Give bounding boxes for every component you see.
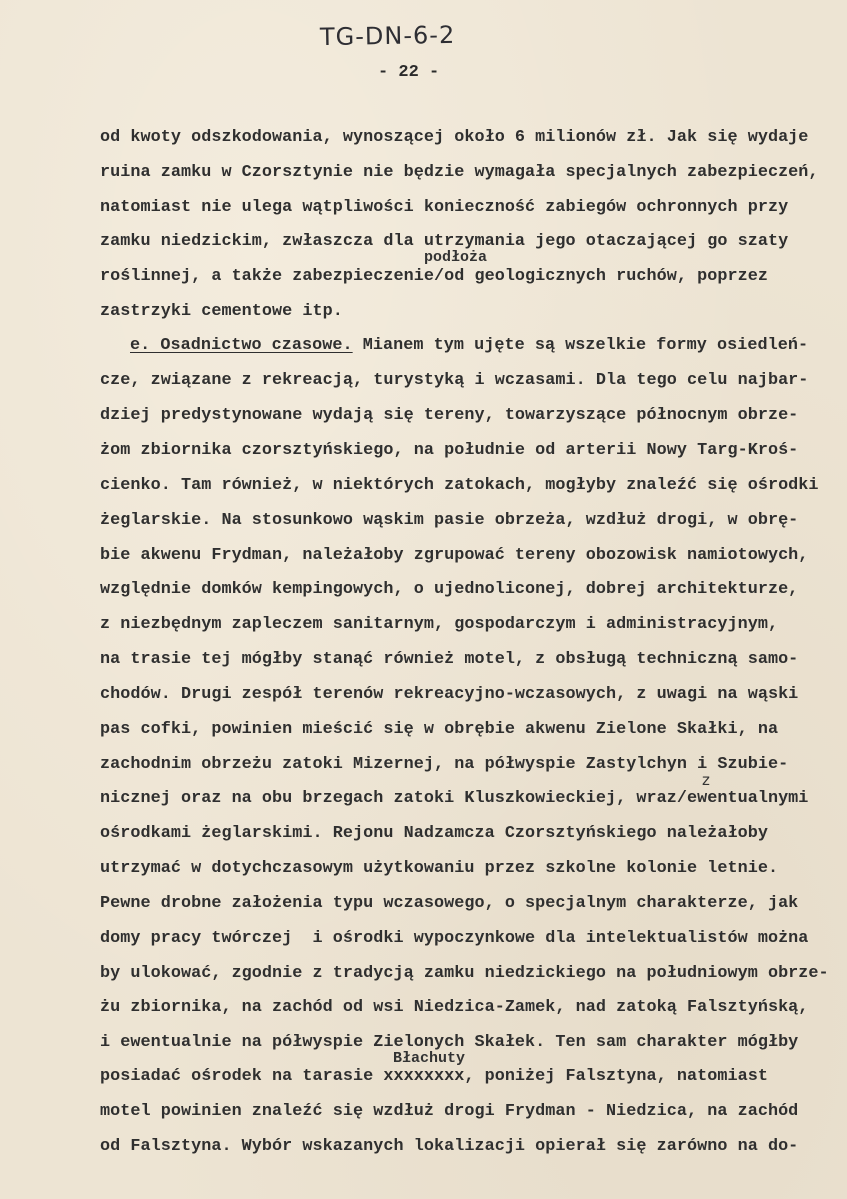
- text-line: by ulokować, zgodnie z tradycją zamku niedzickiego na południowym obrze-: [100, 964, 829, 983]
- text-line: dziej predystynowane wydają się tereny, towarzyszące północnym obrze-: [100, 406, 799, 425]
- page-number: - 22 -: [378, 63, 440, 82]
- text-line: ośrodkami żeglarskimi. Rejonu Nadzamcza Czorsztyńskiego należałoby: [100, 824, 768, 843]
- text-line: zastrzyki cementowe itp.: [100, 302, 343, 321]
- text-line: zachodnim obrzeżu zatoki Mizernej, na półwyspie Zastylchyn i Szubie-: [100, 755, 789, 774]
- handwritten-insertion: Błachuty: [393, 1050, 466, 1067]
- text-line: na trasie tej mógłby stanąć również motel, z obsługą techniczną samo-: [100, 650, 799, 669]
- handwritten-insertion: podłoża: [424, 249, 488, 266]
- text-line: roślinnej, a także zabezpieczenie/od geologicznych ruchów, poprzez: [100, 267, 768, 286]
- text-line: od kwoty odszkodowania, wynoszącej około 6 milionów zł. Jak się wydaje: [100, 128, 809, 147]
- text-line: utrzymać w dotychczasowym użytkowaniu przez szkolne kolonie letnie.: [100, 859, 779, 878]
- text-line: bie akwenu Frydman, należałoby zgrupować tereny obozowisk namiotowych,: [100, 546, 809, 565]
- section-heading-line: [130, 336, 808, 355]
- text-line: posiadać ośrodek na tarasie xxxxxxxx, poniżej Falsztyna, natomiast: [100, 1067, 768, 1086]
- text-line: Pewne drobne założenia typu wczasowego, o specjalnym charakterze, jak: [100, 894, 799, 913]
- text-line: ruina zamku w Czorsztynie nie będzie wymagała specjalnych zabezpieczeń,: [100, 163, 819, 182]
- text-line: domy pracy twórczej i ośrodki wypoczynkowe dla intelektualistów można: [100, 929, 809, 948]
- section-heading: e. Osadnictwo czasowe.: [130, 336, 353, 355]
- text-line: żu zbiornika, na zachód od wsi Niedzica-Zamek, nad zatoką Falsztyńską,: [100, 998, 809, 1017]
- text-line: z niezbędnym zapleczem sanitarnym, gospodarczym i administracyjnym,: [100, 615, 779, 634]
- handwritten-correction: z: [702, 771, 710, 789]
- text-line: żeglarskie. Na stosunkowo wąskim pasie obrzeża, wzdłuż drogi, w obrę-: [100, 511, 799, 530]
- section-lead: Mianem tym ujęte są wszelkie formy osiedleń-: [352, 336, 809, 355]
- text-line: motel powinien znaleźć się wzdłuż drogi Frydman - Niedzica, na zachód: [100, 1102, 799, 1121]
- text-line: zamku niedzickim, zwłaszcza dla utrzymania jego otaczającej go szaty: [100, 232, 789, 251]
- text-line: natomiast nie ulega wątpliwości konieczność zabiegów ochronnych przy: [100, 198, 789, 217]
- text-line: cienko. Tam również, w niektórych zatokach, mogłyby znaleźć się ośrodki: [100, 476, 819, 495]
- text-line: nicznej oraz na obu brzegach zatoki Kluszkowieckiej, wraz/ewentualnymi: [100, 789, 809, 808]
- text-line: chodów. Drugi zespół terenów rekreacyjno-wczasowych, z uwagi na wąski: [100, 685, 799, 704]
- text-line: od Falsztyna. Wybór wskazanych lokalizacji opierał się zarówno na do-: [100, 1137, 799, 1156]
- reference-code: TG-DN-6-2: [319, 20, 456, 52]
- text-line: cze, związane z rekreacją, turystyką i wczasami. Dla tego celu najbar-: [100, 371, 809, 390]
- text-line: względnie domków kempingowych, o ujednoliconej, dobrej architekturze,: [100, 580, 799, 599]
- text-line: żom zbiornika czorsztyńskiego, na południe od arterii Nowy Targ-Kroś-: [100, 441, 799, 460]
- text-line: pas cofki, powinien mieścić się w obrębie akwenu Zielone Skałki, na: [100, 720, 779, 739]
- text-line: i ewentualnie na półwyspie Zielonych Skałek. Ten sam charakter mógłby: [100, 1033, 799, 1052]
